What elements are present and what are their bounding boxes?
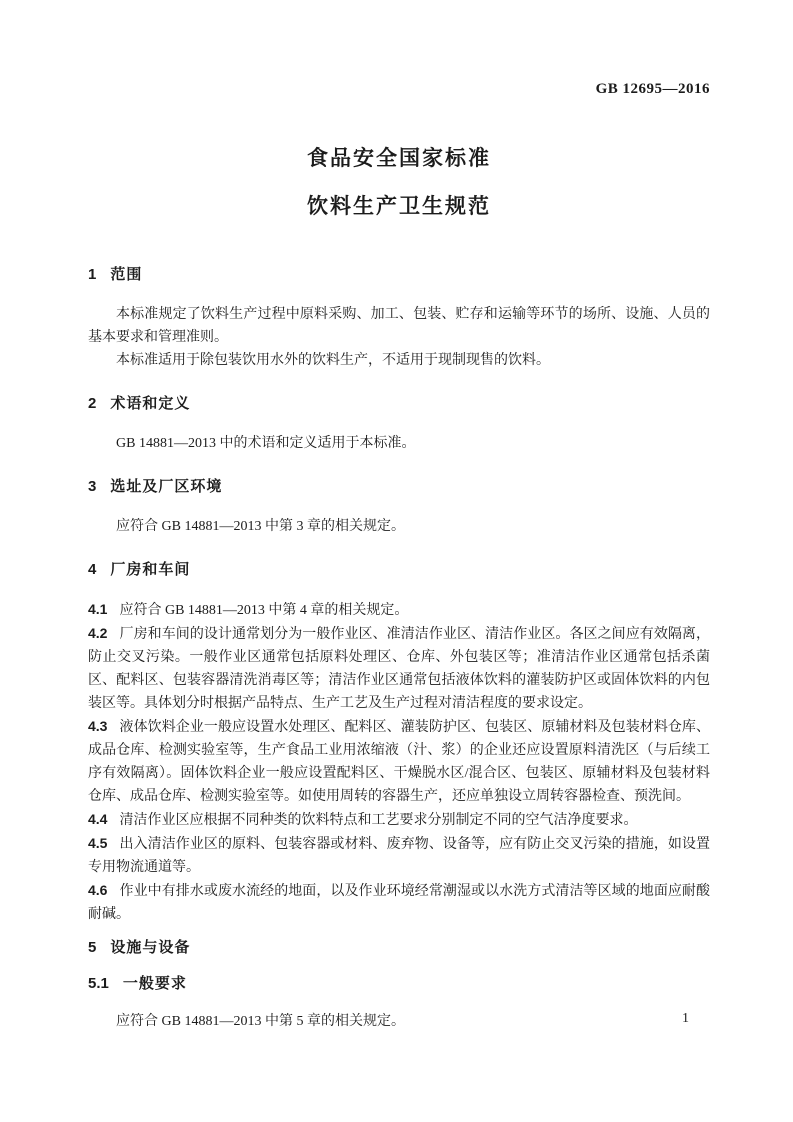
page-content — [88, 82, 710, 1033]
section-5-heading — [88, 938, 710, 958]
section-3-number: 3 — [88, 478, 97, 495]
clause-4-1-number: 4.1 — [88, 601, 108, 617]
section-1-number: 1 — [88, 266, 97, 283]
section-4-heading-text: 厂房和车间 — [110, 561, 191, 578]
section-3-heading — [88, 477, 710, 497]
section-1-paragraph: 本标准规定了饮料生产过程中原料采购、加工、包装、贮存和运输等环节的场所、设施、人员的基本要求和管理准则。 — [88, 307, 710, 345]
clause-4-6 — [88, 879, 710, 926]
section-5-1-heading — [88, 974, 710, 994]
section-2-heading-text: 术语和定义 — [110, 395, 191, 412]
clause-4-5-number: 4.5 — [88, 835, 108, 851]
clause-4-3-text: 液体饮料企业一般应设置水处理区、配料区、灌装防护区、包装区、原辅材料及包装材料仓库、成品仓库、检测实验室等，生产食品工业用浓缩液（汁、浆）的企业还应设置原料清洗区（与后续工序有效隔离）。固体饮料企业一般应设置配料区、干燥脱水区/混合区、包装区、原辅材料及包装材料仓库、成品仓库、检测实验室等。如使用周转的容器生产，还应单独设立周转容器检查、预洗间。 — [88, 720, 710, 804]
clause-4-5 — [88, 832, 710, 879]
clause-4-2-number: 4.2 — [88, 625, 108, 641]
section-5-1-number: 5.1 — [88, 975, 109, 992]
clause-4-2 — [88, 622, 710, 715]
clause-4-6-text: 作业中有排水或废水流经的地面，以及作业环境经常潮湿或以水洗方式清洁等区域的地面应耐酸耐碱。 — [88, 884, 710, 922]
section-5-1-paragraph: 应符合 GB 14881—2013 中第 5 章的相关规定。 — [116, 1014, 405, 1029]
section-5-1-heading-text: 一般要求 — [122, 975, 187, 992]
section-5-heading-text: 设施与设备 — [110, 939, 191, 956]
standard-code: GB 12695—2016 — [595, 81, 710, 97]
clause-4-1-text: 应符合 GB 14881—2013 中第 4 章的相关规定。 — [119, 603, 409, 618]
clause-4-4 — [88, 808, 710, 832]
page-number: 1 — [682, 1011, 689, 1026]
clause-4-4-number: 4.4 — [88, 811, 108, 827]
document-title-line1: 食品安全国家标准 — [307, 147, 491, 170]
section-3-paragraph: 应符合 GB 14881—2013 中第 3 章的相关规定。 — [116, 519, 405, 534]
section-2-heading — [88, 394, 710, 414]
document-title-line2: 饮料生产卫生规范 — [307, 195, 491, 218]
section-2-number: 2 — [88, 395, 97, 412]
section-2-paragraph: GB 14881—2013 中的术语和定义适用于本标准。 — [116, 436, 416, 451]
clause-4-3 — [88, 715, 710, 808]
clause-4-5-text: 出入清洁作业区的原料、包装容器或材料、废弃物、设备等，应有防止交叉污染的措施，如设置专用物流通道等。 — [88, 837, 710, 875]
section-1-heading — [88, 265, 710, 285]
section-4-heading — [88, 560, 710, 580]
clause-4-1 — [88, 598, 710, 622]
section-5-number: 5 — [88, 939, 97, 956]
section-1-heading-text: 范围 — [110, 266, 143, 283]
clause-4-2-text: 厂房和车间的设计通常划分为一般作业区、准清洁作业区、清洁作业区。各区之间应有效隔离，防止交叉污染。一般作业区通常包括原料处理区、仓库、外包装区等；准清洁作业区通常包括杀菌区、配料区、包装容器清洗消毒区等；清洁作业区通常包括液体饮料的灌装防护区或固体饮料的内包装区等。具体划分时根据产品特点、生产工艺及生产过程对清洁程度的要求设定。 — [88, 627, 710, 711]
clause-4-3-number: 4.3 — [88, 718, 108, 734]
section-3-heading-text: 选址及厂区环境 — [110, 478, 223, 495]
section-1-paragraph: 本标准适用于除包装饮用水外的饮料生产，不适用于现制现售的饮料。 — [116, 353, 550, 368]
section-4-clauses — [88, 598, 710, 926]
section-4-number: 4 — [88, 561, 97, 578]
clause-4-4-text: 清洁作业区应根据不同种类的饮料特点和工艺要求分别制定不同的空气洁净度要求。 — [119, 813, 638, 828]
clause-4-6-number: 4.6 — [88, 882, 108, 898]
